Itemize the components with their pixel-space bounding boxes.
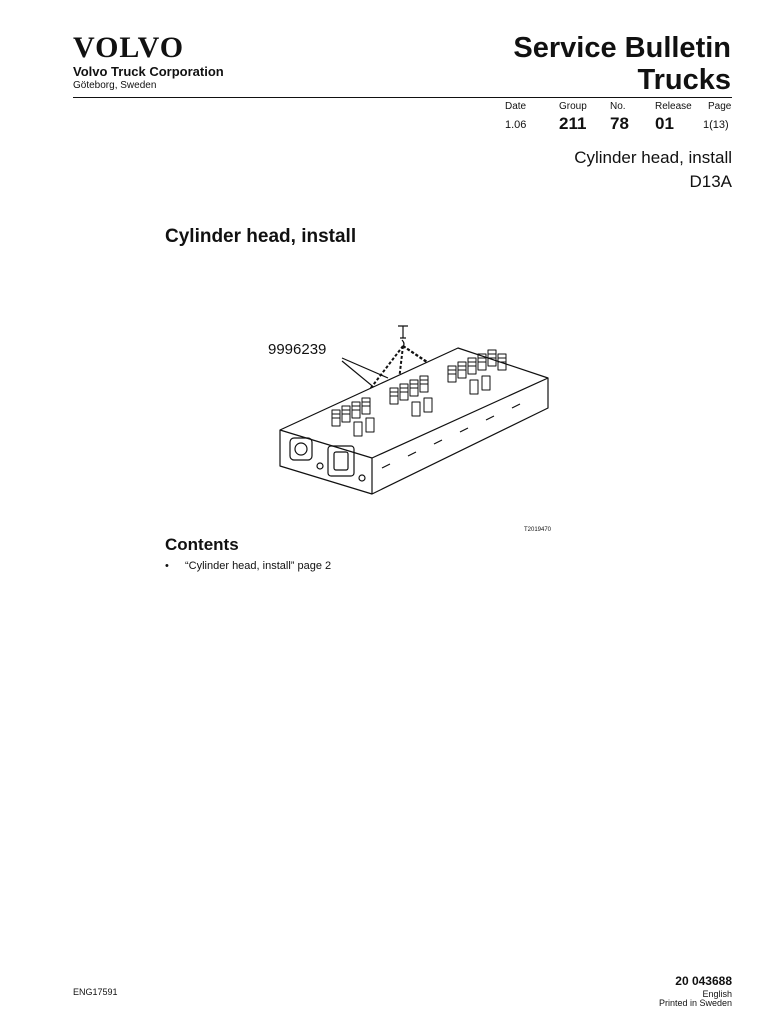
print-location: Printed in Sweden [658, 998, 732, 1008]
contents-heading: Contents [165, 535, 239, 554]
figure-reference: T2019470 [524, 527, 552, 533]
group-label: Group [559, 101, 587, 112]
company-name: Volvo Truck Corporation [73, 64, 224, 79]
company-location: Göteborg, Sweden [73, 80, 157, 91]
doc-type-title: Service Bulletin [513, 32, 731, 64]
volvo-logo: VOLVO [73, 31, 185, 64]
header-divider [73, 97, 732, 98]
document-number: 20 043688 [675, 974, 732, 988]
no-label: No. [610, 101, 626, 112]
subject-model: D13A [689, 172, 732, 191]
group-value: 211 [559, 114, 587, 133]
date-value: 1.06 [505, 119, 527, 131]
page-label: Page [708, 101, 732, 112]
subject-line: Cylinder head, install [574, 148, 732, 167]
cylinder-head-illustration [262, 318, 562, 503]
page-value: 1(13) [703, 119, 729, 131]
tool-number-label: 9996239 [268, 341, 327, 358]
bullet-icon: • [165, 560, 169, 572]
footer-code: ENG17591 [73, 987, 118, 997]
date-label: Date [505, 101, 527, 112]
release-label: Release [655, 101, 692, 112]
no-value: 78 [610, 114, 629, 133]
release-value: 01 [655, 114, 674, 133]
contents-list-item[interactable] [165, 560, 331, 572]
page-title: Cylinder head, install [165, 226, 357, 247]
document-language: English [702, 989, 732, 999]
doc-type-subtitle: Trucks [637, 64, 731, 96]
contents-link[interactable]: “Cylinder head, install” page 2 [185, 560, 332, 572]
